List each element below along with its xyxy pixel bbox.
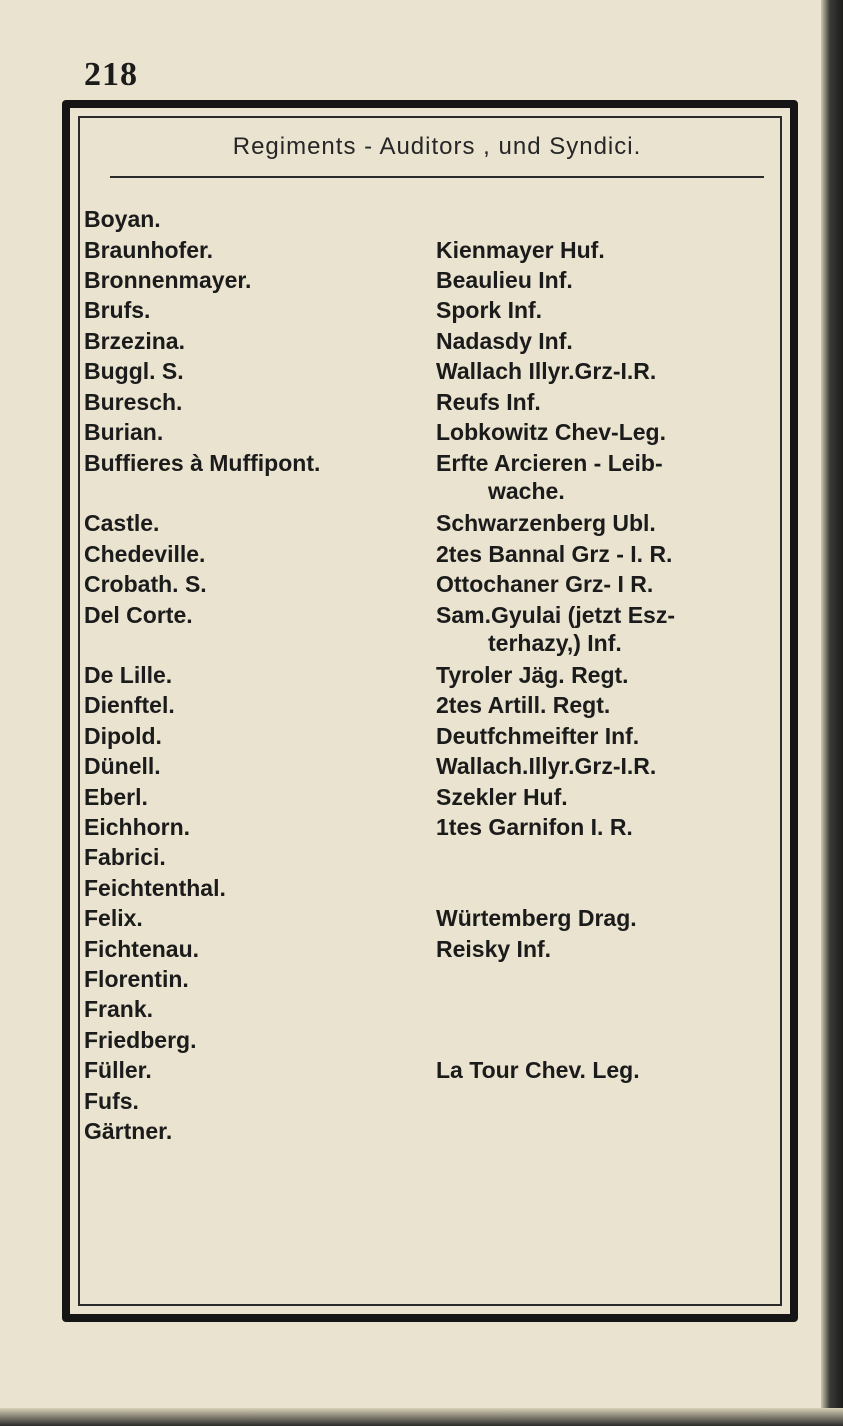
entry-unit: La Tour Chev. Leg. bbox=[436, 1057, 640, 1084]
entry-name: Brzezina. bbox=[84, 327, 185, 354]
entry-unit: Reisky Inf. bbox=[436, 935, 552, 962]
list-item bbox=[84, 508, 784, 538]
entry-name: Fichtenau. bbox=[84, 935, 200, 962]
entry-name: Eichhorn. bbox=[84, 814, 191, 841]
list-item bbox=[84, 599, 784, 660]
list-item bbox=[84, 1055, 784, 1085]
entry-name: Fabrici. bbox=[84, 844, 166, 871]
list-item bbox=[84, 721, 784, 751]
section-heading: Regiments - Auditors , und Syndici. bbox=[110, 132, 764, 178]
entry-name: Del Corte. bbox=[84, 602, 193, 629]
entry-name: Buresch. bbox=[84, 388, 183, 415]
entry-name: Buggl. S. bbox=[84, 358, 184, 385]
entry-unit: 2tes Artill. Regt. bbox=[436, 692, 611, 719]
list-item bbox=[84, 234, 784, 264]
entry-unit: 2tes Bannal Grz - I. R. bbox=[436, 540, 673, 567]
list-item bbox=[84, 295, 784, 325]
entry-name: Gärtner. bbox=[84, 1117, 173, 1144]
entry-name: De Lille. bbox=[84, 662, 173, 689]
entry-name: Brufs. bbox=[84, 297, 151, 324]
entry-name: Dienftel. bbox=[84, 692, 175, 719]
list-item bbox=[84, 873, 784, 903]
list-item bbox=[84, 994, 784, 1024]
entry-name: Fufs. bbox=[84, 1087, 139, 1114]
entry-name: Florentin. bbox=[84, 965, 189, 992]
entry-unit: Kienmayer Huf. bbox=[436, 236, 605, 263]
entry-name: Feichtenthal. bbox=[84, 874, 226, 901]
entry-name: Felix. bbox=[84, 905, 143, 932]
list-item bbox=[84, 1085, 784, 1115]
entry-name: Dünell. bbox=[84, 753, 161, 780]
entry-unit: Würtemberg Drag. bbox=[436, 905, 637, 932]
entry-list bbox=[84, 204, 784, 1146]
list-item bbox=[84, 751, 784, 781]
entry-name: Buffieres à Muffipont. bbox=[84, 450, 321, 477]
list-item bbox=[84, 690, 784, 720]
entry-name: Bronnenmayer. bbox=[84, 266, 252, 293]
page-bottom-shadow bbox=[0, 1408, 843, 1426]
entry-name: Castle. bbox=[84, 510, 160, 537]
list-item bbox=[84, 265, 784, 295]
list-item bbox=[84, 538, 784, 568]
list-item bbox=[84, 447, 784, 508]
page-frame bbox=[62, 100, 798, 1322]
list-item bbox=[84, 417, 784, 447]
list-item bbox=[84, 781, 784, 811]
entry-name: Dipold. bbox=[84, 722, 162, 749]
entry-unit: Nadasdy Inf. bbox=[436, 327, 573, 354]
entry-unit: Wallach Illyr.Grz-I.R. bbox=[436, 358, 657, 385]
list-item bbox=[84, 812, 784, 842]
entry-unit: Lobkowitz Chev-Leg. bbox=[436, 418, 666, 445]
list-item bbox=[84, 933, 784, 963]
entry-unit: 1tes Garnifon I. R. bbox=[436, 814, 633, 841]
entry-name: Burian. bbox=[84, 418, 164, 445]
list-item bbox=[84, 569, 784, 599]
entry-unit: Wallach.Illyr.Grz-I.R. bbox=[436, 753, 657, 780]
list-item bbox=[84, 1025, 784, 1055]
list-item bbox=[84, 356, 784, 386]
entry-name: Boyan. bbox=[84, 206, 161, 233]
entry-unit: Sam.Gyulai (jetzt Esz- terhazy,) Inf. bbox=[436, 602, 676, 657]
entry-name: Frank. bbox=[84, 996, 154, 1023]
list-item bbox=[84, 842, 784, 872]
entry-unit: Tyroler Jäg. Regt. bbox=[436, 662, 629, 689]
entry-unit: Ottochaner Grz- I R. bbox=[436, 570, 654, 597]
list-item bbox=[84, 326, 784, 356]
entry-name: Friedberg. bbox=[84, 1026, 197, 1053]
entry-name: Crobath. S. bbox=[84, 570, 207, 597]
entry-unit: Reufs Inf. bbox=[436, 388, 541, 415]
entry-unit: Beaulieu Inf. bbox=[436, 266, 573, 293]
list-item bbox=[84, 386, 784, 416]
entry-unit: Schwarzenberg Ubl. bbox=[436, 510, 656, 537]
page-number: 218 bbox=[84, 56, 138, 93]
entry-unit: Deutfchmeifter Inf. bbox=[436, 722, 640, 749]
entry-unit: Spork Inf. bbox=[436, 297, 543, 324]
list-item bbox=[84, 1116, 784, 1146]
list-item bbox=[84, 964, 784, 994]
list-item bbox=[84, 903, 784, 933]
list-item bbox=[84, 204, 784, 234]
entry-name: Braunhofer. bbox=[84, 236, 214, 263]
entry-name: Füller. bbox=[84, 1057, 152, 1084]
entry-unit: Erfte Arcieren - Leib- wache. bbox=[436, 450, 663, 505]
list-item bbox=[84, 660, 784, 690]
page-edge-shadow bbox=[821, 0, 843, 1426]
entry-name: Eberl. bbox=[84, 783, 148, 810]
entry-unit: Szekler Huf. bbox=[436, 783, 568, 810]
entry-name: Chedeville. bbox=[84, 540, 206, 567]
